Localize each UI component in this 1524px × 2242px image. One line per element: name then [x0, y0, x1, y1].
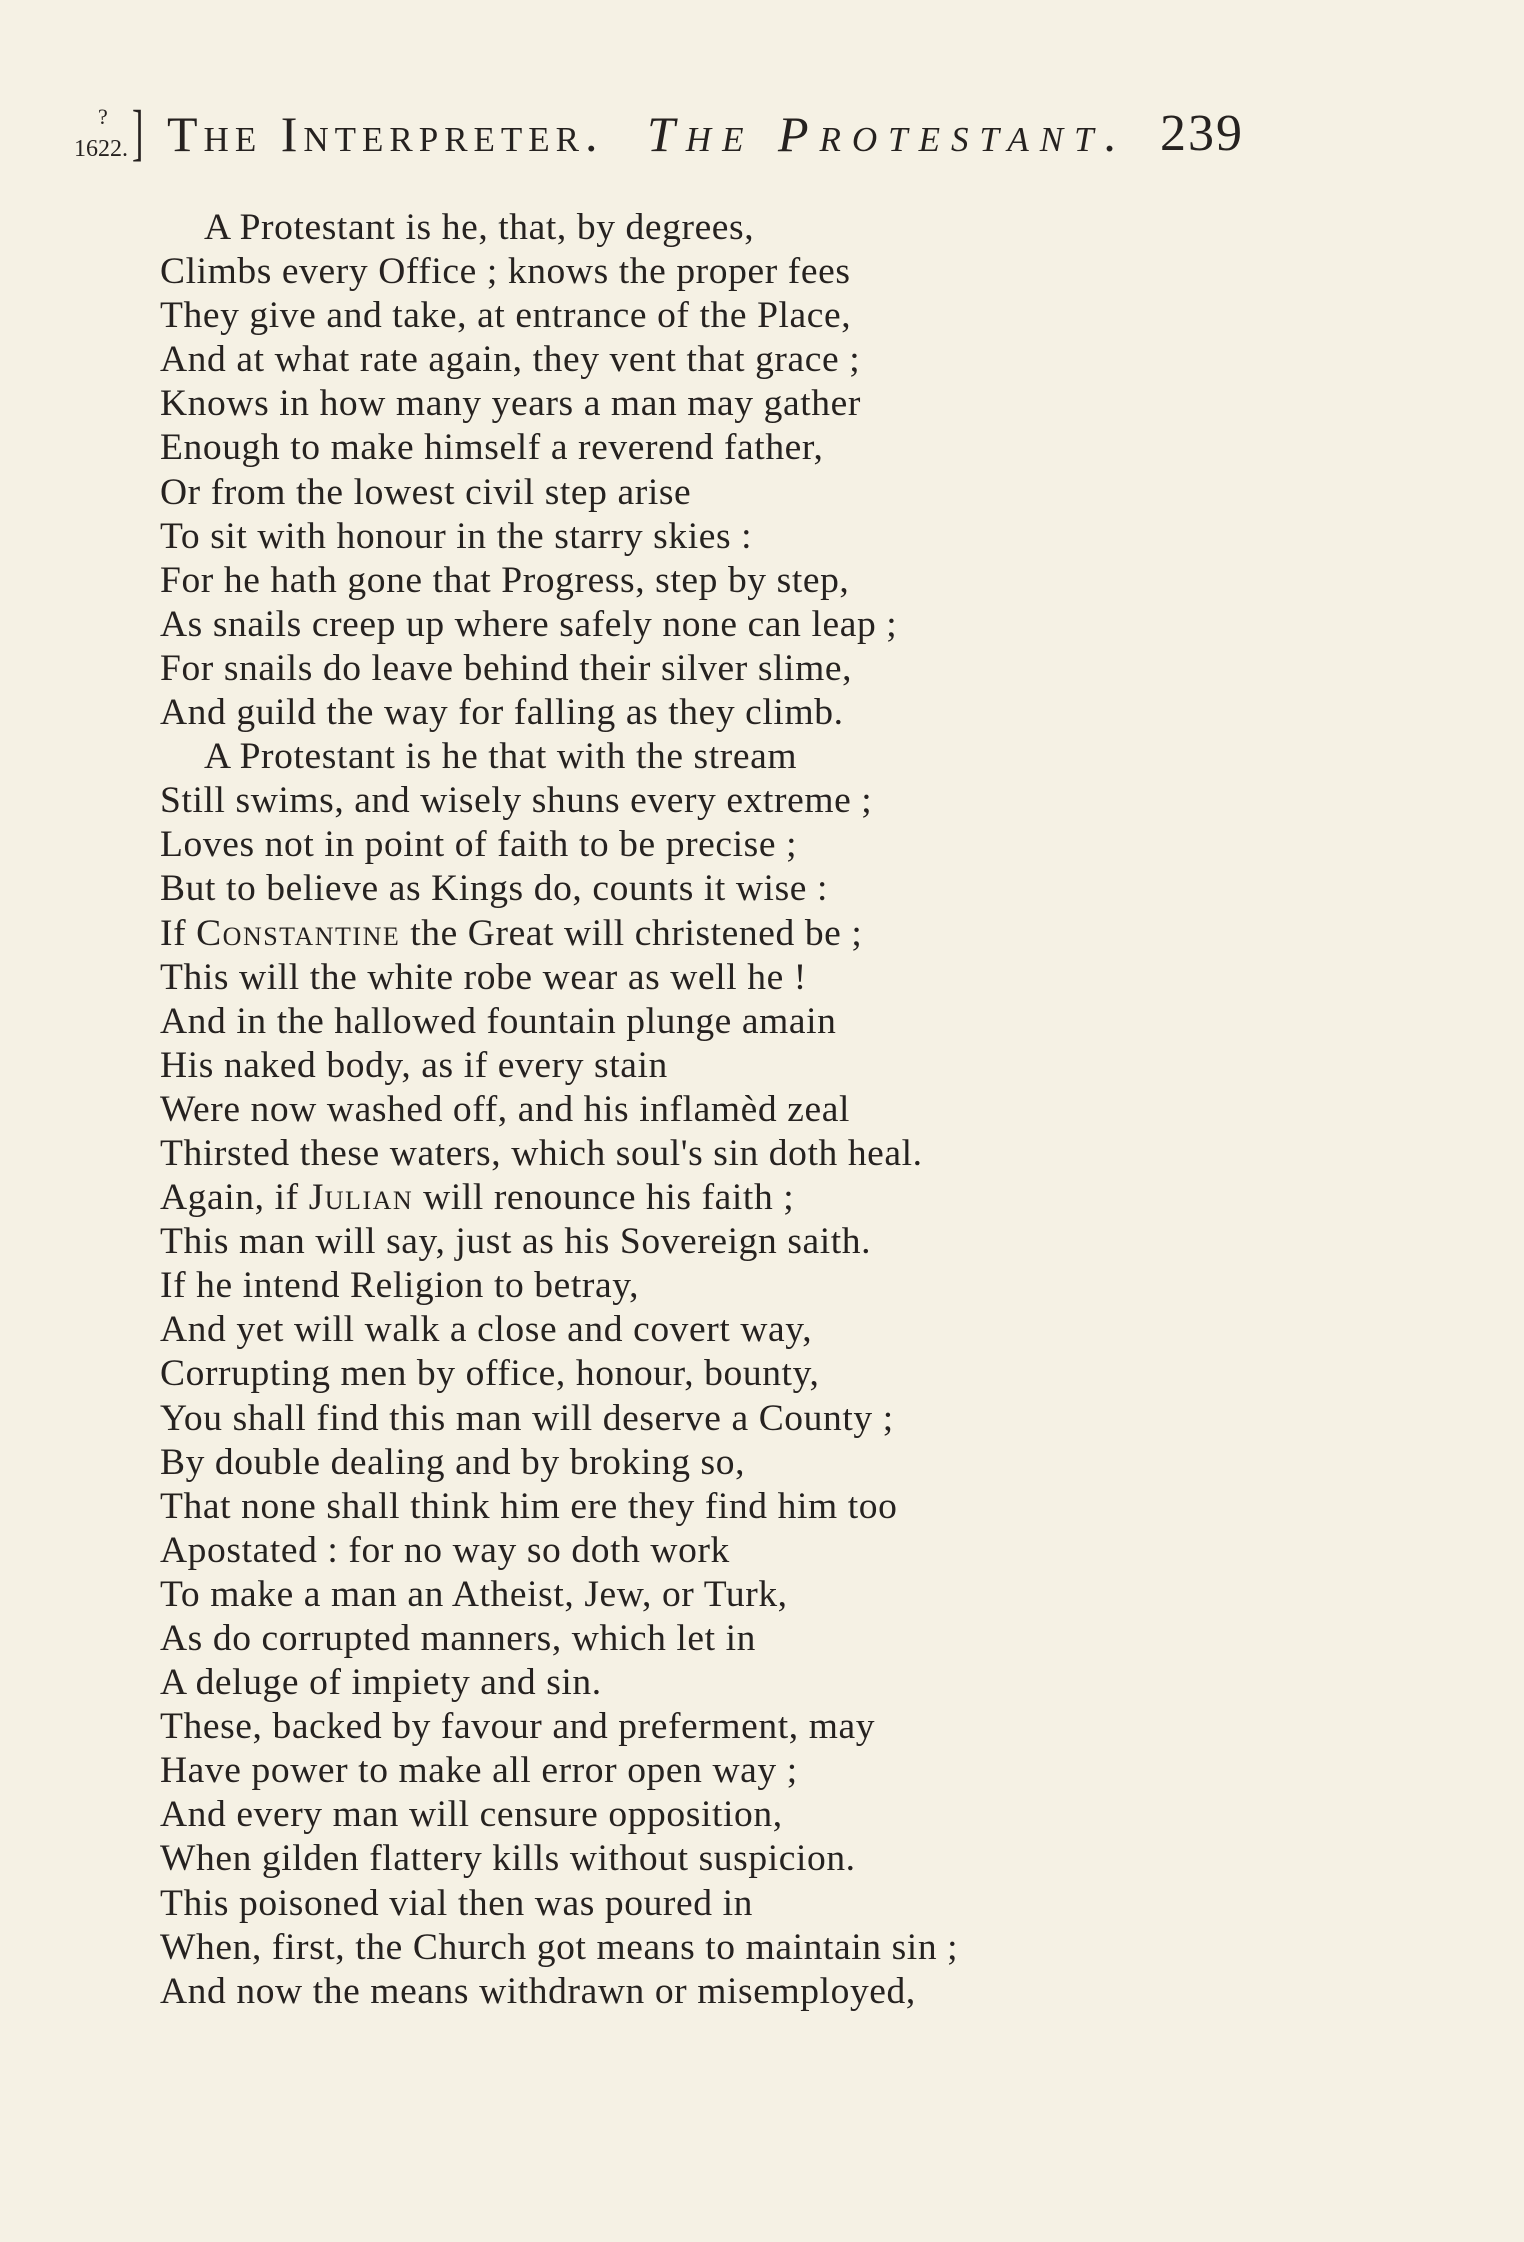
poem-line: This will the white robe wear as well he !: [160, 956, 807, 998]
poem-line: But to believe as Kings do, counts it wise :: [160, 868, 829, 910]
line-text-before: If: [160, 912, 197, 954]
poem-line: When gilden flattery kills without suspicion.: [160, 1838, 856, 1880]
poem-line: As do corrupted manners, which let in: [160, 1618, 757, 1659]
poem-line: This man will say, just as his Sovereign saith.: [160, 1221, 872, 1263]
poem-line: This poisoned vial then was poured in: [160, 1882, 753, 1924]
poem-line: [160, 1176, 1400, 1220]
poem-line: And in the hallowed fountain plunge amain: [160, 1000, 837, 1042]
poem-line: A Protestant is he, that, by degrees,: [204, 207, 755, 248]
running-header: [72, 100, 1252, 170]
poem-line: For he hath gone that Progress, step by step,: [160, 559, 850, 601]
line-text-after: will renounce his faith ;: [413, 1177, 795, 1219]
poem-line: For snails do leave behind their silver slime,: [160, 647, 853, 689]
poem-line: A deluge of impiety and sin.: [160, 1662, 602, 1704]
poem-line: And every man will censure opposition,: [160, 1794, 783, 1836]
poem-line: And now the means withdrawn or misemployed,: [160, 1970, 916, 2012]
poem-line: Loves not in point of faith to be precise ;: [160, 824, 798, 866]
line-text-after: the Great will christened be ;: [400, 912, 863, 954]
poem-line: And guild the way for falling as they climb.: [160, 692, 844, 734]
proper-name: Julian: [308, 1177, 414, 1219]
poem-line: You shall find this man will deserve a County ;: [160, 1397, 894, 1439]
header-bracket: ]: [132, 99, 144, 167]
proper-name: Constantine: [196, 912, 401, 954]
poem-line: Enough to make himself a reverend father,: [160, 427, 824, 469]
poem-line: Still swims, and wisely shuns every extreme ;: [160, 780, 873, 822]
poem-line: A Protestant is he that with the stream: [204, 736, 798, 778]
poem-line: His naked body, as if every stain: [160, 1044, 668, 1086]
date-year: 1622.: [74, 136, 128, 162]
poem-line: They give and take, at entrance of the Place,: [160, 295, 852, 337]
poem-line: Knows in how many years a man may gather: [160, 383, 861, 425]
poem-line: By double dealing and by broking so,: [160, 1441, 746, 1483]
poem-line: To make a man an Atheist, Jew, or Turk,: [160, 1573, 788, 1615]
line-text-before: Again, if: [160, 1177, 309, 1219]
poem-line: When, first, the Church got means to maintain sin ;: [160, 1926, 959, 1968]
poem-line: To sit with honour in the starry skies :: [160, 515, 753, 557]
poem-line: Climbs every Office ; knows the proper fees: [160, 251, 851, 293]
poem-line: That none shall think him ere they find him too: [160, 1485, 898, 1527]
poem-line: Have power to make all error open way ;: [160, 1750, 798, 1792]
poem-text: [160, 206, 1400, 2014]
poem-line: Apostated : for no way so doth work: [160, 1529, 730, 1571]
section-title: The Protestant.: [647, 106, 1129, 162]
poem-line: Or from the lowest civil step arise: [160, 471, 692, 513]
poem-line: And yet will walk a close and covert way,: [160, 1309, 813, 1351]
poem-line: Corrupting men by office, honour, bounty,: [160, 1353, 820, 1395]
page-number: 239: [1160, 105, 1244, 162]
poem-line: And at what rate again, they vent that grace ;: [160, 339, 861, 381]
date-query-mark: ?: [98, 104, 108, 129]
poem-line: Were now washed off, and his inflamèd zeal: [160, 1088, 851, 1130]
poem-line: If he intend Religion to betray,: [160, 1265, 640, 1307]
poem-line: As snails creep up where safely none can leap ;: [160, 603, 898, 645]
poem-line: [160, 912, 1400, 956]
poem-line: Thirsted these waters, which soul's sin doth heal.: [160, 1132, 923, 1174]
poem-line: These, backed by favour and preferment, may: [160, 1706, 876, 1748]
book-title: The Interpreter.: [167, 106, 604, 162]
